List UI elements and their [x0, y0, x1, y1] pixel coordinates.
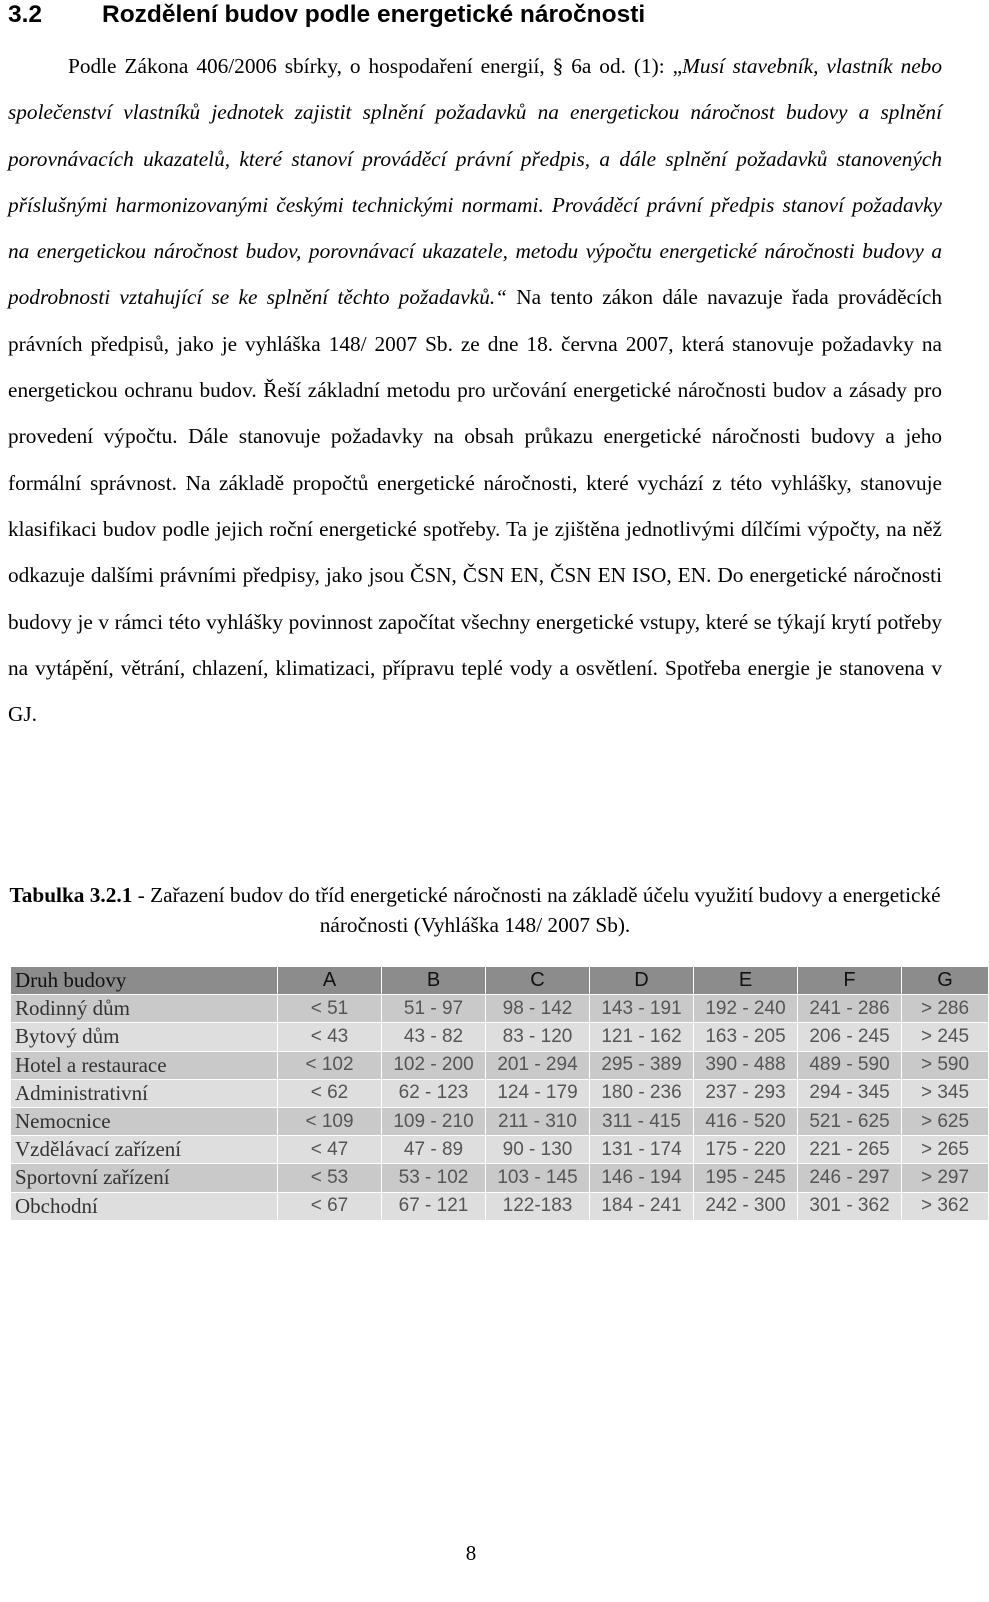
table-header-cell: A	[278, 967, 382, 995]
table-cell: > 245	[902, 1023, 989, 1051]
table-cell: 62 - 123	[382, 1079, 486, 1107]
table-cell: 416 - 520	[694, 1107, 798, 1135]
table-row	[11, 1023, 989, 1051]
table-cell: 143 - 191	[590, 995, 694, 1023]
table-header-cell: G	[902, 967, 989, 995]
table-row	[11, 1051, 989, 1079]
table-header-cell: Druh budovy	[11, 967, 278, 995]
table-cell: < 102	[278, 1051, 382, 1079]
table-row	[11, 1136, 989, 1164]
table-cell: 237 - 293	[694, 1079, 798, 1107]
table-cell: 521 - 625	[798, 1107, 902, 1135]
table-cell: < 62	[278, 1079, 382, 1107]
table-cell: 53 - 102	[382, 1164, 486, 1192]
table-cell: 102 - 200	[382, 1051, 486, 1079]
table-cell: 242 - 300	[694, 1192, 798, 1220]
table-cell: 131 - 174	[590, 1136, 694, 1164]
table-cell: < 47	[278, 1136, 382, 1164]
table-cell: 98 - 142	[486, 995, 590, 1023]
table-cell: 206 - 245	[798, 1023, 902, 1051]
table-cell: > 265	[902, 1136, 989, 1164]
table-cell: 301 - 362	[798, 1192, 902, 1220]
paragraph-lead: Podle Zákona 406/2006 sbírky, o hospodaření energií, § 6a od. (1): „	[68, 54, 683, 78]
table-caption-text: - Zařazení budov do tříd energetické náročnosti na základě účelu využití budovy a energetické náročnosti (Vyhláška 148/ 2007 Sb).	[132, 883, 941, 937]
table-cell: > 286	[902, 995, 989, 1023]
table-cell: 124 - 179	[486, 1079, 590, 1107]
table-header-cell: B	[382, 967, 486, 995]
table-cell: > 345	[902, 1079, 989, 1107]
table-header-cell: E	[694, 967, 798, 995]
energy-class-table	[10, 966, 970, 1221]
table-cell: 121 - 162	[590, 1023, 694, 1051]
paragraph-rest: Na tento zákon dále navazuje řada prováděcích právních předpisů, jako je vyhláška 148/ 2007 Sb. ze dne 18. června 2007, která stanovuje požadavky na energetickou ochranu budov. Řeší základní metodu pro určování energetické náročnosti budov a zásady pro provedení výpočtu. Dále stanovuje požadavky na obsah průkazu energetické náročnosti budovy a jeho formální správnost. Na základě propočtů energetické náročnosti, které vychází z této vyhlášky, stanovuje klasifikaci budov podle jejich roční energetické spotřeby. Ta je zjištěna jednotlivými dílčími výpočty, na něž odkazuje dalšími právními předpisy, jako jsou ČSN, ČSN EN, ČSN EN ISO, EN. Do energetické náročnosti budovy je v rámci této vyhlášky povinnost započítat všechny energetické vstupy, které se týkají krytí potřeby na vytápění, větrání, chlazení, klimatizaci, přípravu teplé vody a osvětlení. Spotřeba energie je stanovena v GJ.	[8, 285, 942, 727]
table-cell: 122-183	[486, 1192, 590, 1220]
table-cell: < 43	[278, 1023, 382, 1051]
table-cell: Hotel a restaurace	[11, 1051, 278, 1079]
table-row	[11, 1164, 989, 1192]
table-cell: 103 - 145	[486, 1164, 590, 1192]
table-cell: Nemocnice	[11, 1107, 278, 1135]
page-number: 8	[465, 1541, 477, 1565]
table-cell: 489 - 590	[798, 1051, 902, 1079]
table-cell: 201 - 294	[486, 1051, 590, 1079]
table-cell: Sportovní zařízení	[11, 1164, 278, 1192]
table-cell: 241 - 286	[798, 995, 902, 1023]
table-cell: Vzdělávací zařízení	[11, 1136, 278, 1164]
table-cell: 109 - 210	[382, 1107, 486, 1135]
table-cell: 211 - 310	[486, 1107, 590, 1135]
table-caption	[8, 880, 942, 940]
table-cell: 175 - 220	[694, 1136, 798, 1164]
table-row	[11, 995, 989, 1023]
table-header-cell: D	[590, 967, 694, 995]
table-cell: 295 - 389	[590, 1051, 694, 1079]
table-cell: Administrativní	[11, 1079, 278, 1107]
table-cell: 146 - 194	[590, 1164, 694, 1192]
table-cell: > 297	[902, 1164, 989, 1192]
table-cell: Rodinný dům	[11, 995, 278, 1023]
table-cell: > 590	[902, 1051, 989, 1079]
table-cell: < 67	[278, 1192, 382, 1220]
paragraph-quote: Musí stavebník, vlastník nebo společenství vlastníků jednotek zajistit splnění požadavků na energetickou náročnost budovy a splnění porovnávacích ukazatelů, které stanoví prováděcí právní předpis, a dále splnění požadavků stanovených příslušnými harmonizovanými českými technickými normami. Prováděcí právní předpis stanoví požadavky na energetickou náročnost budov, porovnávací ukazatele, metodu výpočtu energetické náročnosti budovy a podrobnosti vztahující se ke splnění těchto požadavků.“	[8, 54, 942, 310]
table-cell: 192 - 240	[694, 995, 798, 1023]
section-heading	[8, 0, 645, 30]
table-header-cell: F	[798, 967, 902, 995]
table-cell: > 362	[902, 1192, 989, 1220]
table-row	[11, 1192, 989, 1220]
table-header-cell: C	[486, 967, 590, 995]
table-cell: 180 - 236	[590, 1079, 694, 1107]
table-caption-label: Tabulka 3.2.1	[9, 883, 133, 907]
table-cell: 83 - 120	[486, 1023, 590, 1051]
table-cell: 47 - 89	[382, 1136, 486, 1164]
table-cell: 163 - 205	[694, 1023, 798, 1051]
table-cell: < 109	[278, 1107, 382, 1135]
section-title: Rozdělení budov podle energetické náročnosti	[102, 1, 646, 28]
table-cell: 311 - 415	[590, 1107, 694, 1135]
table-cell: > 625	[902, 1107, 989, 1135]
body-paragraph	[8, 43, 942, 737]
table-row	[11, 1079, 989, 1107]
section-number: 3.2	[8, 1, 43, 28]
table-cell: 51 - 97	[382, 995, 486, 1023]
table-cell: Obchodní	[11, 1192, 278, 1220]
table-header-row	[11, 967, 989, 995]
table-cell: 221 - 265	[798, 1136, 902, 1164]
table-cell: 294 - 345	[798, 1079, 902, 1107]
table-cell: < 53	[278, 1164, 382, 1192]
table-cell: 246 - 297	[798, 1164, 902, 1192]
table-cell: < 51	[278, 995, 382, 1023]
table-cell: 195 - 245	[694, 1164, 798, 1192]
table-cell: 184 - 241	[590, 1192, 694, 1220]
table-cell: 43 - 82	[382, 1023, 486, 1051]
table-row	[11, 1107, 989, 1135]
table-cell: 90 - 130	[486, 1136, 590, 1164]
table-cell: Bytový dům	[11, 1023, 278, 1051]
table-cell: 67 - 121	[382, 1192, 486, 1220]
table-cell: 390 - 488	[694, 1051, 798, 1079]
